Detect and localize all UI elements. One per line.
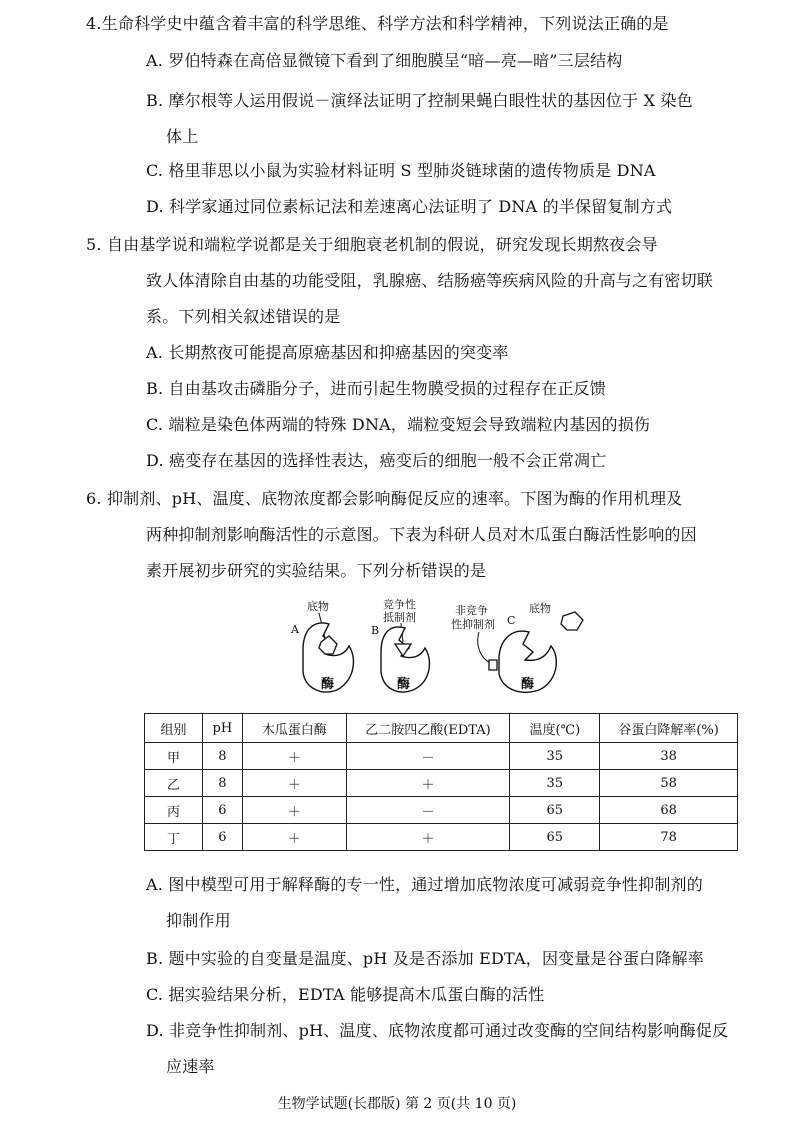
- figure-panel-c-label: C: [507, 614, 516, 627]
- table-cell: 8: [202, 770, 242, 797]
- table-cell: 乙: [145, 770, 203, 797]
- enzyme-label-b: 酶: [397, 677, 411, 692]
- table-cell: 68: [600, 797, 738, 824]
- table-cell: －: [346, 797, 510, 824]
- q5-stem-line-1: 5. 自由基学说和端粒学说都是关于细胞衰老机制的假说，研究发现长期熬夜会导: [86, 235, 658, 254]
- q4-option-b-cont: 体上: [166, 127, 199, 146]
- table-cell: ＋: [242, 824, 346, 851]
- q4-option-a: A. 罗伯特森在高倍显微镜下看到了细胞膜呈“暗—亮—暗”三层结构: [146, 51, 623, 70]
- q5-option-c: C. 端粒是染色体两端的特殊 DNA，端粒变短会导致端粒内基因的损伤: [146, 415, 651, 434]
- q4-option-c: C. 格里菲思以小鼠为实验材料证明 S 型肺炎链球菌的遗传物质是 DNA: [146, 161, 656, 180]
- figure-panel-b-label: B: [371, 624, 380, 637]
- table-cell: 65: [510, 824, 600, 851]
- page-footer: 生物学试题(长郡版) 第 2 页(共 10 页): [277, 1096, 517, 1112]
- figure-competitive-label-2: 抵制剂: [383, 611, 416, 624]
- q6-option-d-cont: 应速率: [166, 1057, 215, 1076]
- figure-pointer-c: [478, 632, 493, 664]
- table-cell: ＋: [242, 797, 346, 824]
- q6-option-a-cont: 抑制作用: [166, 911, 231, 930]
- q4-option-b: B. 摩尔根等人运用假说－演绎法证明了控制果蝇白眼性状的基因位于 X 染色: [146, 91, 693, 110]
- q5-option-a: A. 长期熬夜可能提高原癌基因和抑癌基因的突变率: [146, 343, 509, 362]
- table-header-cell: 乙二胺四乙酸(EDTA): [346, 714, 510, 743]
- table-cell: 甲: [145, 743, 203, 770]
- figure-noncompetitive-label-1: 非竞争: [455, 604, 488, 617]
- q5-stem-line-3: 系。下列相关叙述错误的是: [146, 307, 341, 326]
- table-cell: ＋: [346, 770, 510, 797]
- q6-stem-line-2: 两种抑制剂影响酶活性的示意图。下表为科研人员对木瓜蛋白酶活性影响的因: [146, 525, 697, 544]
- enzyme-label-a: 酶: [321, 677, 335, 692]
- q5-stem-line-2: 致人体清除自由基的功能受阻，乳腺癌、结肠癌等疾病风险的升高与之有密切联: [146, 271, 714, 290]
- table-header-cell: 温度(℃): [510, 714, 600, 743]
- q6-stem-line-1: 6. 抑制剂、pH、温度、底物浓度都会影响酶促反应的速率。下图为酶的作用机理及: [86, 489, 683, 508]
- q4-option-d: D. 科学家通过同位素标记法和差速离心法证明了 DNA 的半保留复制方式: [146, 197, 673, 216]
- table-cell: －: [346, 743, 510, 770]
- experiment-results-table: [144, 713, 738, 851]
- figure-competitive-label-1: 竞争性: [383, 598, 416, 611]
- table-cell: ＋: [242, 743, 346, 770]
- q6-option-b: B. 题中实验的自变量是温度、pH 及是否添加 EDTA，因变量是谷蛋白降解率: [146, 949, 704, 968]
- q6-option-d: D. 非竞争性抑制剂、pH、温度、底物浓度都可通过改变酶的空间结构影响酶促反: [146, 1021, 729, 1040]
- table-cell: 35: [510, 743, 600, 770]
- substrate-shape-c: [561, 612, 583, 630]
- q5-option-b: B. 自由基攻击磷脂分子，进而引起生物膜受损的过程存在正反馈: [146, 379, 606, 398]
- table-row: [145, 743, 738, 770]
- table-cell: 65: [510, 797, 600, 824]
- table-cell: 6: [202, 797, 242, 824]
- table-header-cell: 组别: [145, 714, 203, 743]
- enzyme-inhibition-diagram: [285, 598, 595, 698]
- table-header-cell: 木瓜蛋白酶: [242, 714, 346, 743]
- table-row: [145, 797, 738, 824]
- figure-noncompetitive-label-2: 性抑制剂: [451, 618, 495, 631]
- table-cell: ＋: [346, 824, 510, 851]
- q4-stem: 4.生命科学史中蕴含着丰富的科学思维、科学方法和科学精神，下列说法正确的是: [86, 14, 669, 33]
- table-cell: 38: [600, 743, 738, 770]
- table-cell: 6: [202, 824, 242, 851]
- table-cell: ＋: [242, 770, 346, 797]
- table-header-cell: pH: [202, 714, 242, 743]
- enzyme-label-c: 酶: [521, 677, 535, 692]
- table-cell: 58: [600, 770, 738, 797]
- table-header-row: [145, 714, 738, 743]
- q6-stem-line-3: 素开展初步研究的实验结果。下列分析错误的是: [146, 561, 487, 580]
- q5-option-d: D. 癌变存在基因的选择性表达，癌变后的细胞一般不会正常凋亡: [146, 451, 607, 470]
- table-row: [145, 770, 738, 797]
- figure-panel-a-label: A: [291, 623, 299, 636]
- table-header-cell: 谷蛋白降解率(%): [600, 714, 738, 743]
- table-cell: 35: [510, 770, 600, 797]
- noncompetitive-inhibitor-shape: [489, 660, 497, 670]
- q6-option-c: C. 据实验结果分析，EDTA 能够提高木瓜蛋白酶的活性: [146, 985, 545, 1004]
- figure-substrate-label-c: 底物: [529, 602, 551, 615]
- table-cell: 78: [600, 824, 738, 851]
- figure-substrate-label-a: 底物: [307, 600, 329, 613]
- table-cell: 8: [202, 743, 242, 770]
- table-row: [145, 824, 738, 851]
- table-cell: 丁: [145, 824, 203, 851]
- q6-option-a: A. 图中模型可用于解释酶的专一性，通过增加底物浓度可减弱竞争性抑制剂的: [146, 875, 703, 894]
- table-cell: 丙: [145, 797, 203, 824]
